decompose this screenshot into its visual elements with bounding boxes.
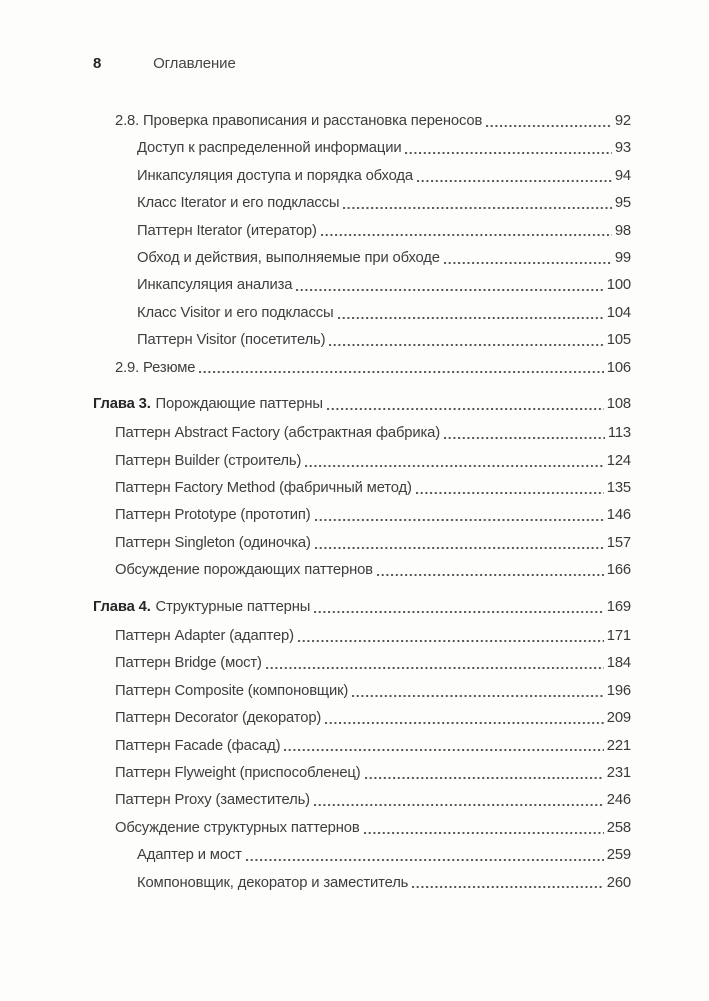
dot-leader <box>315 519 604 521</box>
toc-entry-text <box>115 420 440 447</box>
toc-entry-page: 258 <box>606 819 631 836</box>
toc-entry-text <box>115 108 482 135</box>
toc-entry-page: 166 <box>606 562 631 579</box>
dot-leader <box>246 859 604 861</box>
toc-entry-label: Паттерн Facade (фасад) <box>115 737 281 754</box>
toc-entry[interactable] <box>93 502 631 529</box>
running-head <box>93 55 236 73</box>
toc-entry-page: 98 <box>614 222 631 239</box>
toc-entry-text <box>115 502 311 529</box>
toc-entry-label: Компоновщик, декоратор и заместитель <box>137 874 409 891</box>
toc-entry-label: Паттерн Abstract Factory (абстрактная фабрика) <box>115 425 440 442</box>
toc-entry[interactable] <box>93 530 631 557</box>
toc-entry-text <box>115 787 310 814</box>
toc-entry-label: Паттерн Decorator (декоратор) <box>115 710 322 727</box>
toc-entry-page: 246 <box>606 792 631 809</box>
toc-entry-text <box>93 391 323 418</box>
dot-leader <box>444 262 612 264</box>
toc-entry[interactable] <box>93 787 631 814</box>
toc-entry-page: 259 <box>606 847 631 864</box>
toc-entry-page: 92 <box>614 112 631 129</box>
toc-entry-label: Паттерн Flyweight (приспособленец) <box>115 764 361 781</box>
toc-entry-label: 2.8. Проверка правописания и расстановка переносов <box>115 112 483 129</box>
dot-leader <box>444 437 605 439</box>
toc-entry-label: Паттерн Proxy (заместитель) <box>115 792 310 809</box>
dot-leader <box>315 547 604 549</box>
toc-entry-label: Обход и действия, выполняемые при обходе <box>137 249 440 266</box>
dot-leader <box>417 180 612 182</box>
toc-entry-text <box>115 530 311 557</box>
toc-entry-label: Паттерн Singleton (одиночка) <box>115 534 311 551</box>
dot-leader <box>327 408 604 410</box>
toc-entry-text <box>115 623 294 650</box>
toc-entry-page: 209 <box>606 710 631 727</box>
dot-leader <box>338 317 604 319</box>
running-head-title: Оглавление <box>153 55 236 72</box>
toc-entry-page: 104 <box>606 304 631 321</box>
dot-leader <box>296 289 603 291</box>
toc-entry-text <box>137 163 413 190</box>
toc-entry[interactable] <box>93 108 631 135</box>
toc-entry[interactable] <box>93 218 631 245</box>
toc-entry[interactable] <box>93 705 631 732</box>
toc-entry[interactable] <box>93 623 631 650</box>
toc-entry[interactable] <box>93 245 631 272</box>
page-number: 8 <box>93 55 102 72</box>
toc-entry-text <box>115 448 301 475</box>
toc-entry-text <box>137 870 408 897</box>
toc-entry-text <box>115 815 360 842</box>
toc-entry-page: 184 <box>606 655 631 672</box>
dot-leader <box>314 804 604 806</box>
toc-entry-page: 94 <box>614 167 631 184</box>
toc-entry-text <box>137 245 440 272</box>
toc-entry-page: 135 <box>606 480 631 497</box>
toc-entry-label: Паттерн Builder (строитель) <box>115 452 302 469</box>
toc-entry-page: 100 <box>606 277 631 294</box>
toc-entry[interactable] <box>93 420 631 447</box>
dot-leader <box>314 611 604 613</box>
toc-entry-text <box>115 557 373 584</box>
dot-leader <box>266 667 604 669</box>
toc-entry-page: 196 <box>606 682 631 699</box>
toc-entry[interactable] <box>93 815 631 842</box>
toc-entry[interactable] <box>93 448 631 475</box>
toc-entry-text <box>137 218 317 245</box>
toc-entry-text <box>137 272 292 299</box>
toc-entry-text <box>137 842 242 869</box>
toc-entry[interactable] <box>93 594 631 621</box>
toc-entry-page: 108 <box>606 395 631 412</box>
toc-entry-text <box>137 300 334 327</box>
toc-entry-label: Паттерн Adapter (адаптер) <box>115 628 294 645</box>
toc-entry[interactable] <box>93 475 631 502</box>
dot-leader <box>284 749 603 751</box>
toc-entry-text <box>115 678 348 705</box>
toc-entry-text <box>115 475 412 502</box>
toc-entry-page: 124 <box>606 452 631 469</box>
toc-entry-text <box>115 355 195 382</box>
toc-entry[interactable] <box>93 760 631 787</box>
toc-entry-text <box>137 190 339 217</box>
toc-entry-label: Структурные паттерны <box>155 598 311 615</box>
toc-entry-page: 231 <box>606 764 631 781</box>
dot-leader <box>365 777 604 779</box>
dot-leader <box>325 722 604 724</box>
toc-entry-page: 171 <box>606 628 631 645</box>
toc-entry[interactable] <box>93 163 631 190</box>
toc-entry-label: Адаптер и мост <box>137 847 242 864</box>
dot-leader <box>412 886 604 888</box>
toc-entry-label: Инкапсуляция анализа <box>137 277 293 294</box>
dot-leader <box>352 695 604 697</box>
toc-entry-text <box>115 650 262 677</box>
toc-entry-text <box>137 135 401 162</box>
toc-entry-label: Паттерн Visitor (посетитель) <box>137 332 326 349</box>
dot-leader <box>405 152 611 154</box>
dot-leader <box>298 640 604 642</box>
dot-leader <box>486 125 612 127</box>
toc-entry-page: 95 <box>614 195 631 212</box>
toc-entry-page: 221 <box>606 737 631 754</box>
toc-entry[interactable] <box>93 733 631 760</box>
toc-entry-text <box>115 733 280 760</box>
toc-entry-page: 106 <box>606 359 631 376</box>
toc-entry[interactable] <box>93 327 631 354</box>
dot-leader <box>416 492 604 494</box>
toc-entry[interactable] <box>93 300 631 327</box>
dot-leader <box>377 574 604 576</box>
dot-leader <box>321 234 612 236</box>
toc-chapter-label: Глава 3. <box>93 395 151 412</box>
toc-entry-page: 105 <box>606 332 631 349</box>
toc-entry-label: Порождающие паттерны <box>155 395 323 412</box>
toc-entry-page: 146 <box>606 507 631 524</box>
dot-leader <box>364 832 604 834</box>
toc-entry-page: 99 <box>614 249 631 266</box>
toc-entry-label: Обсуждение порождающих паттернов <box>115 562 373 579</box>
toc-entry[interactable] <box>93 557 631 584</box>
dot-leader <box>329 344 603 346</box>
toc-entry[interactable] <box>93 135 631 162</box>
toc-entry-label: Класс Iterator и его подклассы <box>137 195 340 212</box>
toc-entry-label: Доступ к распределенной информации <box>137 140 402 157</box>
toc-entry[interactable] <box>93 272 631 299</box>
toc-entry-label: Паттерн Factory Method (фабричный метод) <box>115 480 412 497</box>
toc-entry-page: 169 <box>606 598 631 615</box>
toc-entry-page: 93 <box>614 140 631 157</box>
toc-entry-label: Паттерн Composite (компоновщик) <box>115 682 349 699</box>
toc-entry[interactable] <box>93 870 631 897</box>
toc-entry-label: Паттерн Bridge (мост) <box>115 655 262 672</box>
toc-chapter-label: Глава 4. <box>93 598 151 615</box>
toc-entry-text <box>93 594 310 621</box>
toc-entry-label: Инкапсуляция доступа и порядка обхода <box>137 167 413 184</box>
toc-entry-page: 260 <box>606 874 631 891</box>
toc-entry[interactable] <box>93 190 631 217</box>
toc-entry-label: Обсуждение структурных паттернов <box>115 819 360 836</box>
toc-entry[interactable] <box>93 842 631 869</box>
toc-entry-text <box>115 705 321 732</box>
dot-leader <box>305 465 604 467</box>
table-of-contents <box>93 108 631 897</box>
toc-entry[interactable] <box>93 391 631 418</box>
toc-entry-label: Класс Visitor и его подклассы <box>137 304 334 321</box>
toc-entry[interactable] <box>93 355 631 382</box>
toc-entry[interactable] <box>93 650 631 677</box>
dot-leader <box>343 207 611 209</box>
toc-entry-page: 113 <box>607 425 631 442</box>
toc-entry-text <box>137 327 325 354</box>
toc-entry-text <box>115 760 361 787</box>
toc-entry-label: 2.9. Резюме <box>115 359 196 376</box>
toc-entry-label: Паттерн Prototype (прототип) <box>115 507 311 524</box>
toc-entry-page: 157 <box>606 534 631 551</box>
toc-entry[interactable] <box>93 678 631 705</box>
toc-entry-label: Паттерн Iterator (итератор) <box>137 222 317 239</box>
dot-leader <box>199 371 603 373</box>
